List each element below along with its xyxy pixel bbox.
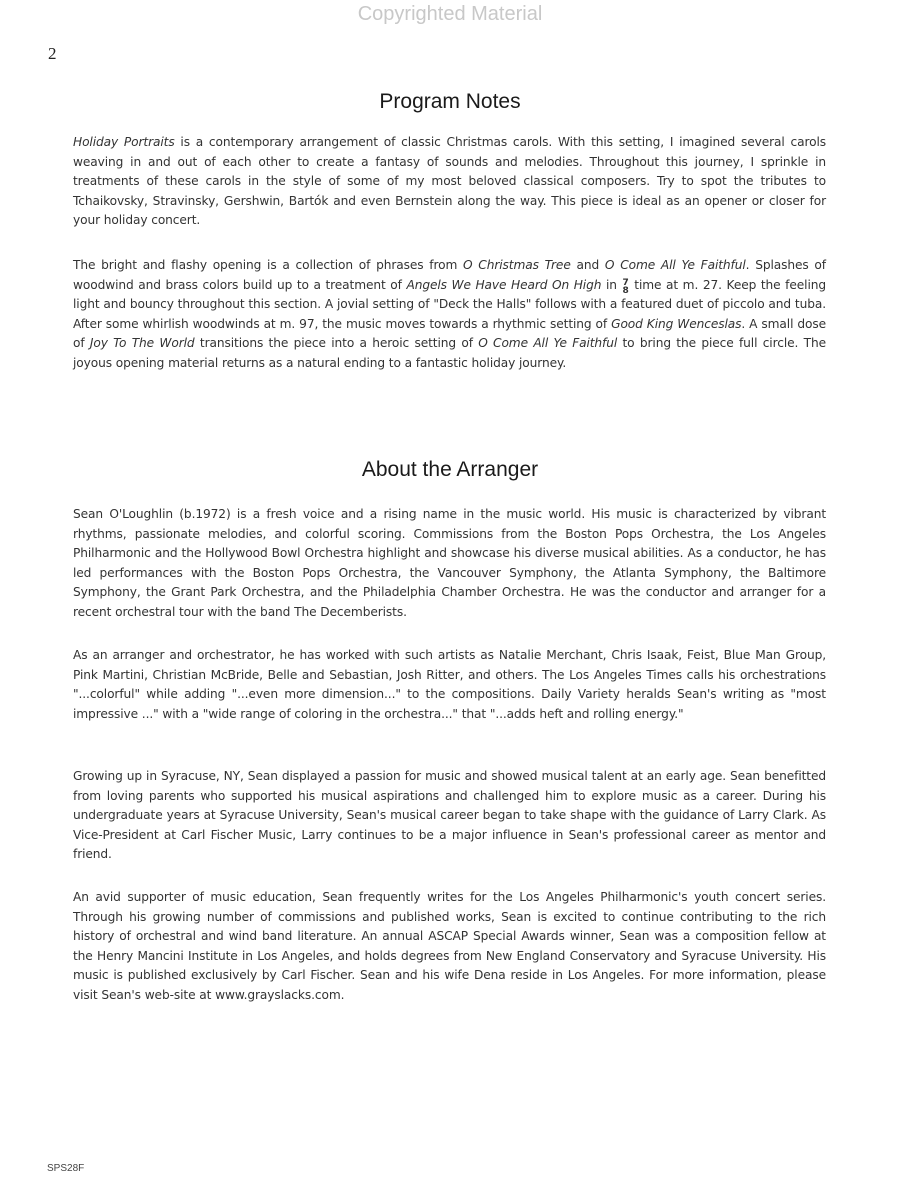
title-o-come-all-ye-faithful: O Come All Ye Faithful xyxy=(604,258,746,272)
title-joy-to-the-world: Joy To The World xyxy=(89,336,195,351)
arranger-paragraph-1: Sean O'Loughlin (b.1972) is a fresh voice and a rising name in the music world. His music is characterized by vibrant rhythms, passionate melodies, and colorful scoring. Commissions from the Boston Pops Orchestra, the Los Angeles Philharmonic and the Hollywood Bowl Orchestra highlight and showcase his diverse musical abilities. As a conductor, he has led performances with the Boston Pops Orchestra, the Vancouver Symphony, the Atlanta Symphony, the Baltimore Symphony, the Grant Park Orchestra, and the Philadelphia Chamber Orchestra. He was the conductor and arranger for a recent orchestral tour with the band The Decemberists. xyxy=(73,507,826,619)
time-signature-bottom: 8 xyxy=(622,285,629,296)
about-arranger-heading: About the Arranger xyxy=(361,458,539,481)
text-run: is a contemporary arrangement of classic Christmas carols. With this setting, I imagined several carols weaving in and out of each other to create a fantasy of sounds and melodies. Throughout this journey, I sprinkle in treatments of these carols in the style of some of my most beloved classical composers. Try to spot the tributes to Tchaikovsky, Stravinsky, Gershwin, Bartók and even Bernstein along the way. This piece is ideal as an opener or closer for your holiday concert. xyxy=(73,135,826,228)
text-run: to bring the piece full circle. The joyous opening material returns as a natural ending to a fantastic holiday journey. xyxy=(73,336,826,370)
text-run: time at m. 27. Keep the feeling light and bouncy throughout this section. A jovial setting of "Deck the Halls" follows with a featured duet of piccolo and tuba. After some whirlish woodwinds at m. 97, the music moves towards a rhythmic setting of xyxy=(73,277,826,331)
title-o-come-all-ye-faithful-2: O Come All Ye Faithful xyxy=(478,336,618,351)
text-run: in xyxy=(601,277,622,292)
arranger-paragraph-4: An avid supporter of music education, Sean frequently writes for the Los Angeles Philharmonic's youth concert series. Through his growing number of commissions and published works, Sean is excited to continue contributing to the rich history of orchestral and wind band literature. An annual ASCAP Special Awards winner, Sean was a composition fellow at the Henry Mancini Institute in Los Angeles, and holds degrees from New England Conservatory and Syracuse University. His music is published exclusively by Carl Fischer. Sean and his wife Dena reside in Los Angeles. For more information, please visit Sean's web-site at www.grayslacks.com. xyxy=(73,890,826,1002)
text-run: The bright and flashy opening is a collection of phrases from xyxy=(73,258,464,272)
copyright-watermark: Copyrighted Material xyxy=(357,3,543,25)
title-good-king-wenceslas: Good King Wenceslas xyxy=(611,316,742,331)
time-signature xyxy=(623,279,629,295)
catalog-code: SPS28F xyxy=(47,1163,85,1174)
arranger-paragraph-3: Growing up in Syracuse, NY, Sean displayed a passion for music and showed musical talent at an early age. Sean benefitted from loving parents who supported his musical aspirations and challenged him to explore music as a career. During his undergraduate years at Syracuse University, Sean's musical career began to take shape with the guidance of Larry Clark. As Vice-President at Carl Fischer Music, Larry continues to be a major influence in Sean's professional career as mentor and friend. xyxy=(73,769,826,862)
title-holiday-portraits: Holiday Portraits xyxy=(73,135,175,149)
time-signature-top: 7 xyxy=(622,277,629,288)
text-run: . A small dose of xyxy=(73,316,826,351)
arranger-paragraph-2: As an arranger and orchestrator, he has worked with such artists as Natalie Merchant, Chris Isaak, Feist, Blue Man Group, Pink Martini, Christian McBride, Belle and Sebastian, Josh Ritter, and others. The Los Angeles Times calls his orchestrations "...colorful" while adding "...even more dimension..." to the compositions. Daily Variety heralds Sean's writing as "most impressive ..." with a "wide range of coloring in the orchestra..." that "...adds heft and rolling energy." xyxy=(73,648,826,721)
program-notes-paragraph-1 xyxy=(73,133,826,231)
page-number: 2 xyxy=(48,44,57,63)
text-run: transitions the piece into a heroic setting of xyxy=(194,336,479,351)
title-angels-we-have-heard: Angels We Have Heard On High xyxy=(406,277,602,292)
program-notes-paragraph-2 xyxy=(73,256,826,374)
text-run: and xyxy=(570,258,605,272)
text-run: . Splashes of woodwind and brass colors build up to a treatment of xyxy=(73,258,826,292)
title-o-christmas-tree: O Christmas Tree xyxy=(463,258,571,272)
program-notes-heading: Program Notes xyxy=(379,90,521,113)
